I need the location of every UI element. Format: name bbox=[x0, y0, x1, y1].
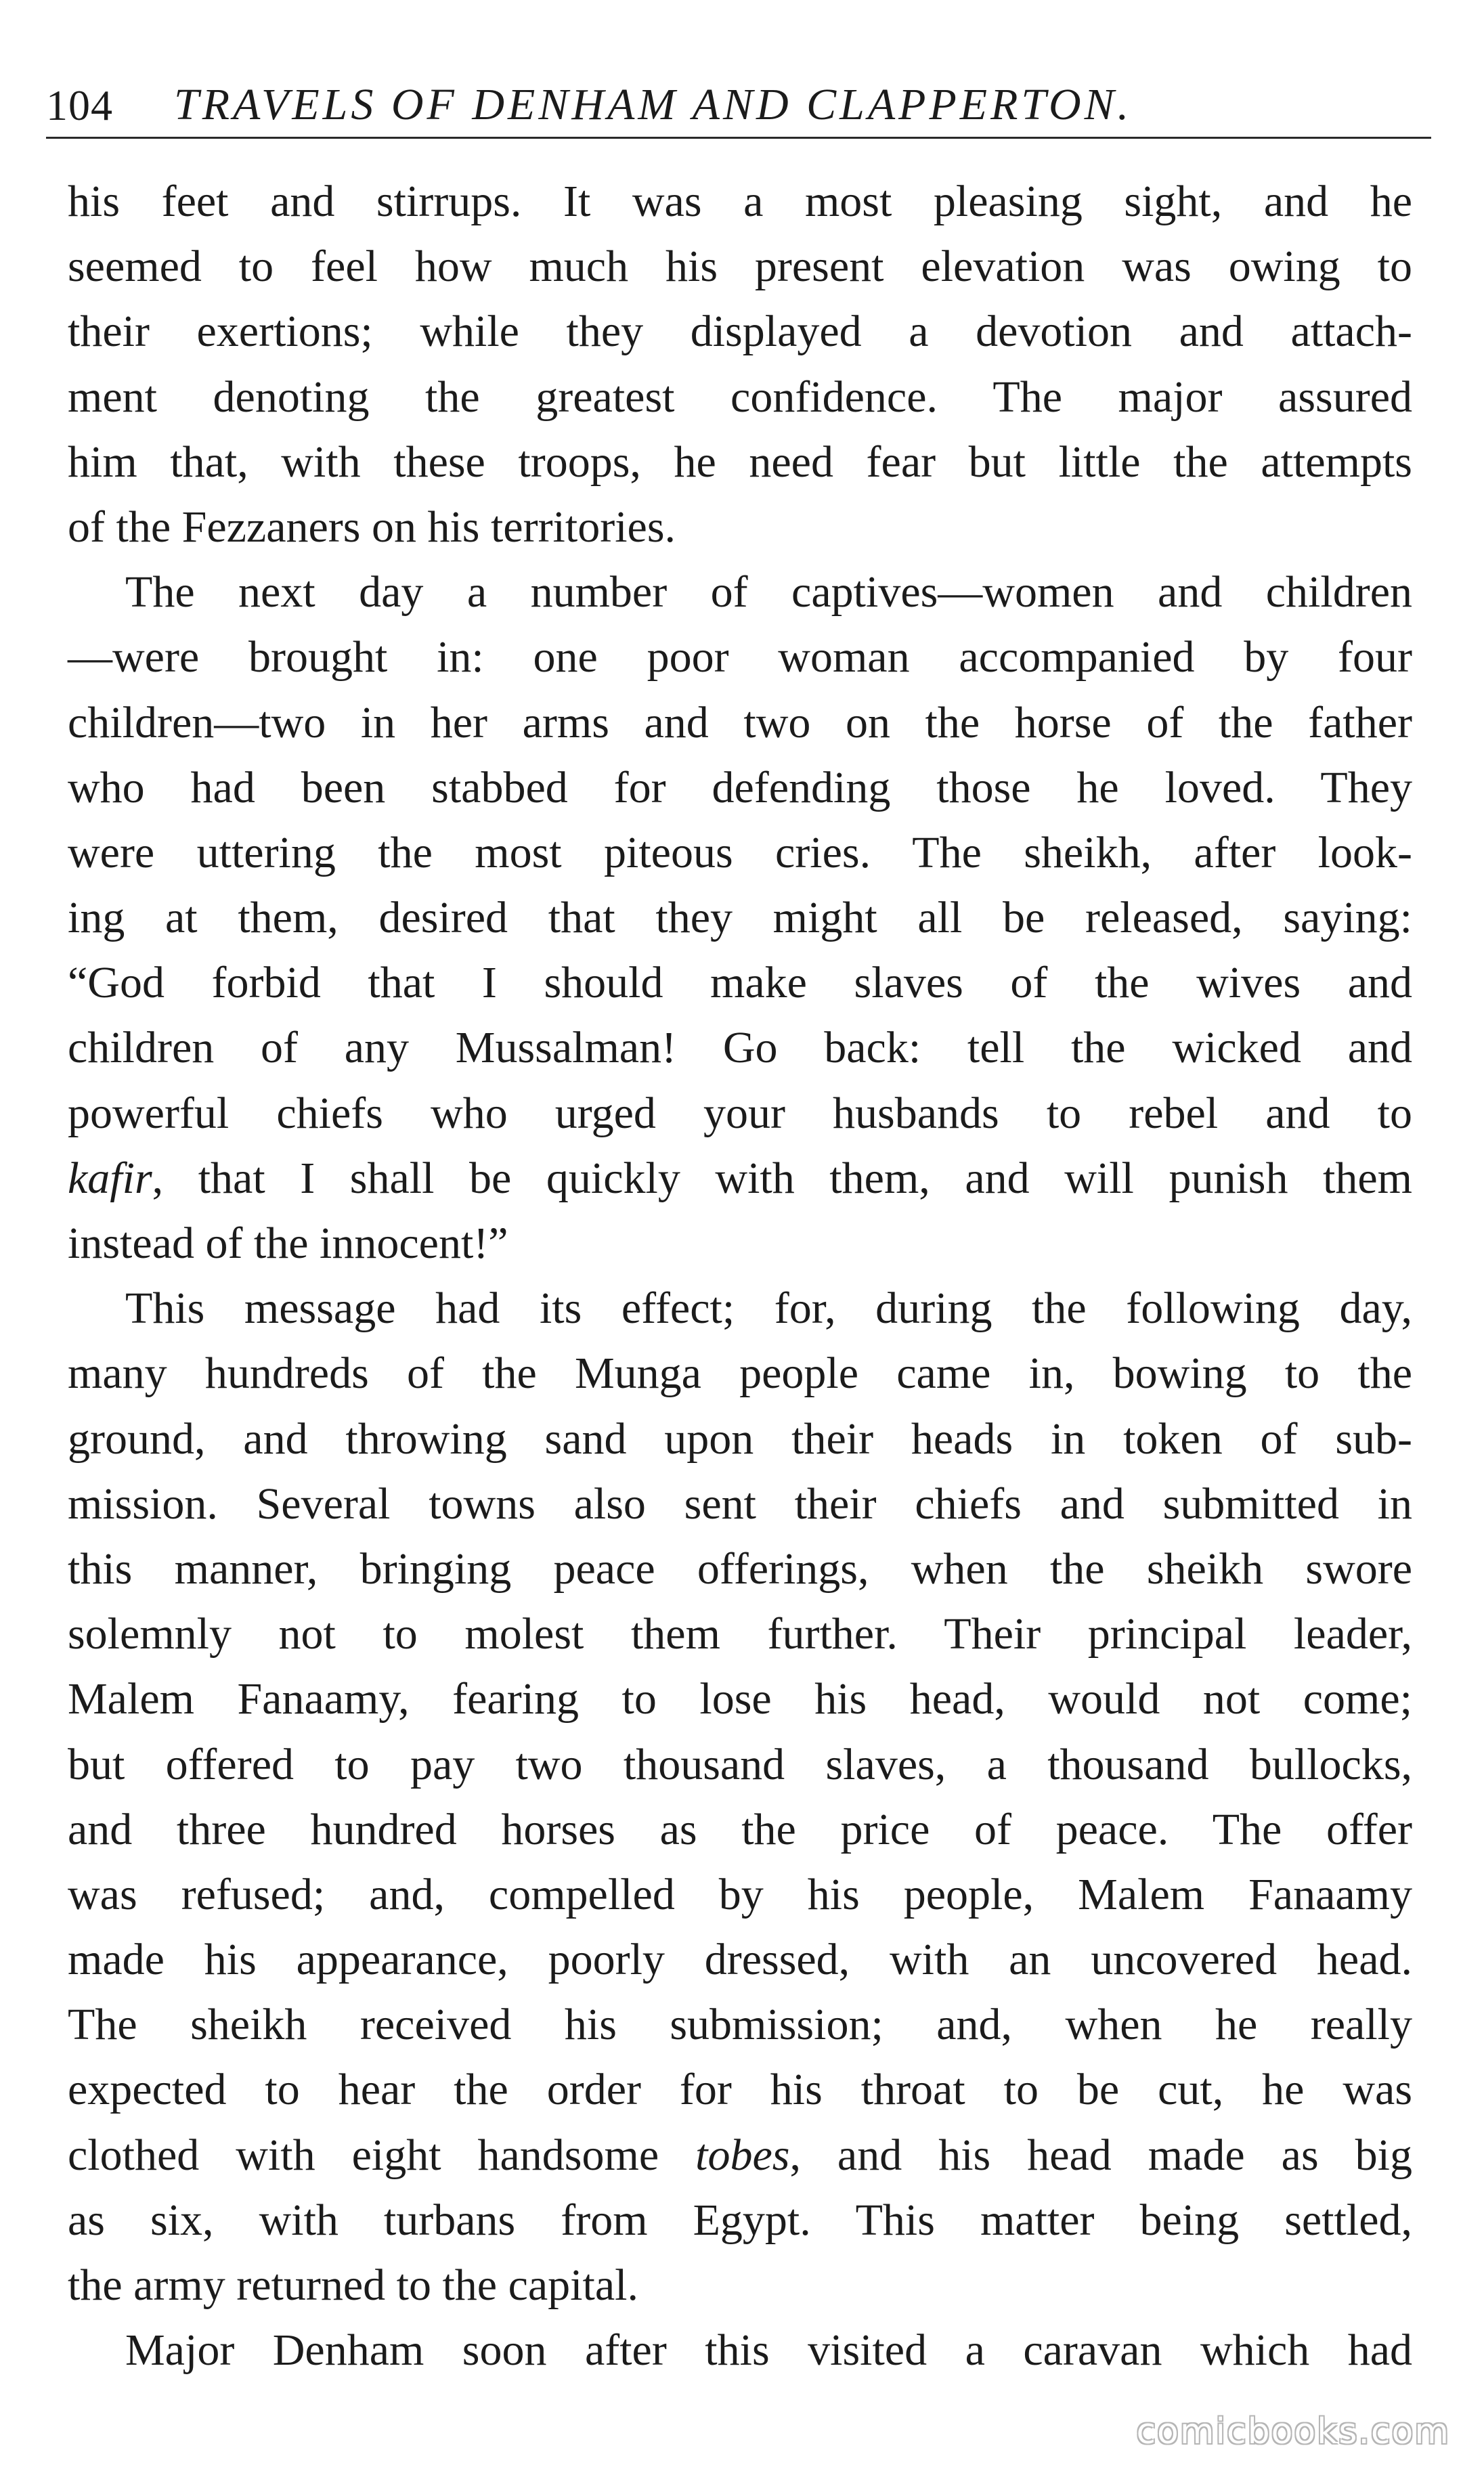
text-line: children of any Mussalman! Go back: tell the wicked and bbox=[68, 1023, 1412, 1073]
text-line: him that, with these troops, he need fear but little the attempts bbox=[68, 437, 1412, 487]
text-line: this manner, bringing peace offerings, when the sheikh swore bbox=[68, 1544, 1412, 1594]
text-line: “God forbid that I should make slaves of the wives and bbox=[68, 958, 1412, 1008]
text-line: kafir, that I shall be quickly with them, and will punish them bbox=[68, 1153, 1412, 1203]
text-line: instead of the innocent!” bbox=[68, 1219, 508, 1268]
text-line: This message had its effect; for, during the following day, bbox=[125, 1284, 1412, 1334]
page-header bbox=[46, 53, 1427, 127]
text-line: ground, and throwing sand upon their heads in token of sub- bbox=[68, 1414, 1412, 1464]
text-line: were uttering the most piteous cries. The sheikh, after look- bbox=[68, 827, 1412, 877]
text-line: Major Denham soon after this visited a caravan which had bbox=[125, 2325, 1412, 2376]
text-line: and three hundred horses as the price of peace. The offer bbox=[68, 1804, 1412, 1854]
header-rule bbox=[46, 137, 1431, 139]
text-line: ing at them, desired that they might all be released, saying: bbox=[68, 893, 1412, 943]
text-line: children—two in her arms and two on the horse of the father bbox=[68, 697, 1412, 747]
text-line: made his appearance, poorly dressed, with an uncovered head. bbox=[68, 1935, 1412, 1985]
text-line: his feet and stirrups. It was a most pleasing sight, and he bbox=[68, 177, 1412, 226]
text-line: as six, with turbans from Egypt. This matter being settled, bbox=[68, 2195, 1412, 2245]
text-line: The sheikh received his submission; and, when he really bbox=[68, 2000, 1412, 2050]
text-line: ment denoting the greatest confidence. The major assured bbox=[68, 372, 1412, 422]
text-line: mission. Several towns also sent their chiefs and submitted in bbox=[68, 1479, 1412, 1529]
text-line: powerful chiefs who urged your husbands to rebel and to bbox=[68, 1088, 1412, 1138]
text-line: the army returned to the capital. bbox=[68, 2260, 638, 2310]
text-line: expected to hear the order for his throat to be cut, he was bbox=[68, 2065, 1412, 2115]
text-line: Malem Fanaamy, fearing to lose his head, would not come; bbox=[68, 1674, 1412, 1724]
text-line: clothed with eight handsome tobes, and his head made as big bbox=[68, 2130, 1412, 2180]
text-line: who had been stabbed for defending those he loved. They bbox=[68, 762, 1412, 812]
running-title: TRAVELS OF DENHAM AND CLAPPERTON. bbox=[174, 80, 1133, 129]
text-line: The next day a number of captives—women and children bbox=[125, 567, 1412, 617]
text-line: was refused; and, compelled by his people, Malem Fanaamy bbox=[68, 1869, 1412, 1919]
page-number: 104 bbox=[46, 81, 113, 129]
text-line: —were brought in: one poor woman accompanied by four bbox=[68, 632, 1412, 682]
text-line: but offered to pay two thousand slaves, a thousand bullocks, bbox=[68, 1739, 1412, 1789]
text-line: solemnly not to molest them further. Their principal leader, bbox=[68, 1609, 1412, 1659]
body-text bbox=[68, 169, 1412, 2383]
watermark: comicbooks.com bbox=[1136, 2411, 1450, 2452]
text-line: many hundreds of the Munga people came in, bowing to the bbox=[68, 1349, 1412, 1399]
text-line: their exertions; while they displayed a devotion and attach- bbox=[68, 307, 1412, 357]
text-line: of the Fezzaners on his territories. bbox=[68, 502, 676, 552]
text-line: seemed to feel how much his present elevation was owing to bbox=[68, 242, 1412, 292]
